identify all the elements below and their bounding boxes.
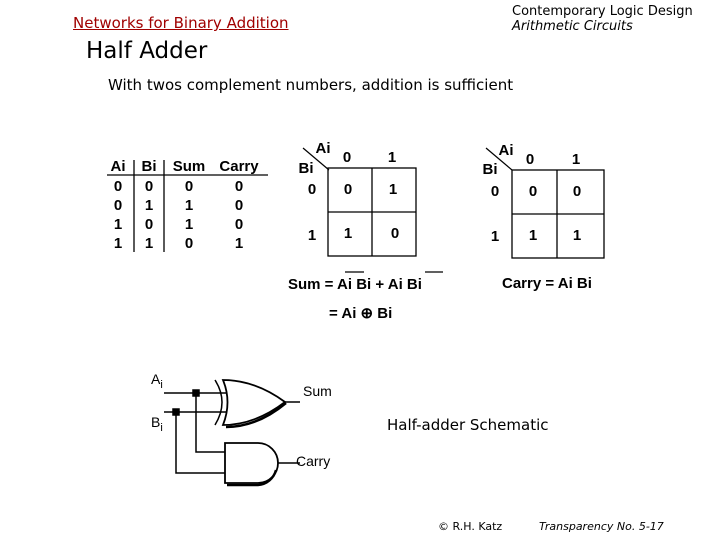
sum-equation-text xyxy=(288,276,422,293)
cell-bi: 0 xyxy=(144,178,154,195)
truth-table-header xyxy=(111,158,260,175)
kmap-carry-cell: 0 xyxy=(572,183,582,200)
cell-carry: 0 xyxy=(234,197,244,214)
cell-bi: 1 xyxy=(144,235,154,252)
cell-sum: 1 xyxy=(184,216,194,233)
and-gate xyxy=(225,443,278,483)
kmap-carry-row-var: Bi xyxy=(482,161,498,178)
table-row xyxy=(114,197,243,214)
input-b-subscript: i xyxy=(160,422,163,434)
kmap-sum-row-label: 1 xyxy=(307,227,317,244)
kmap-carry-col-label: 1 xyxy=(571,151,581,168)
input-b-letter: B xyxy=(151,414,161,430)
footer-copyright: © R.H. Katz xyxy=(438,520,503,533)
cell-sum: 1 xyxy=(184,197,194,214)
footer-transparency-number: Transparency No. 5-17 xyxy=(539,520,664,533)
cell-bi: 0 xyxy=(144,216,154,233)
header-section-title: Networks for Binary Addition xyxy=(73,14,289,32)
cell-ai: 1 xyxy=(113,216,123,233)
cell-bi: 1 xyxy=(144,197,154,214)
xor-gate xyxy=(223,380,285,425)
cell-ai: 0 xyxy=(113,178,123,195)
header-bi: Bi xyxy=(141,158,157,175)
kmap-sum-row-var: Bi xyxy=(298,160,314,177)
slide-title: Half Adder xyxy=(86,38,208,64)
wire-a-to-and xyxy=(196,393,225,452)
junction-b xyxy=(173,409,179,415)
input-a-label xyxy=(151,371,163,391)
header-carry: Carry xyxy=(219,158,259,175)
sum-eq-bi-complement: Bi xyxy=(406,276,422,293)
output-sum-label: Sum xyxy=(303,383,332,399)
sum-eq-prefix: Sum = xyxy=(288,276,338,293)
xor-symbol: ⊕ xyxy=(360,305,374,322)
sum-xor-prefix: = Ai xyxy=(329,305,361,322)
carry-equation: Carry = Ai Bi xyxy=(502,275,592,292)
truth-table xyxy=(107,158,268,252)
kmap-carry-row-label: 1 xyxy=(490,228,500,245)
header-sum: Sum xyxy=(172,158,206,175)
cell-carry: 0 xyxy=(234,178,244,195)
kmap-carry-cell: 1 xyxy=(528,227,538,244)
kmap-sum-col-label: 1 xyxy=(387,149,397,166)
kmap-sum-col-label: 0 xyxy=(342,149,352,166)
kmap-carry-row-label: 0 xyxy=(490,183,500,200)
xor-gate-back-curve xyxy=(215,380,222,425)
junction-a xyxy=(193,390,199,396)
cell-carry: 0 xyxy=(234,216,244,233)
kmap-sum-cell: 0 xyxy=(390,225,400,242)
sum-eq-ai-complement: Ai xyxy=(337,276,353,293)
kmap-sum-cell: 1 xyxy=(343,225,353,242)
schematic-caption: Half-adder Schematic xyxy=(387,416,549,434)
input-b-label xyxy=(151,414,163,434)
header-ai: Ai xyxy=(110,158,126,175)
half-adder-schematic xyxy=(151,371,332,485)
kmap-sum-col-var: Ai xyxy=(315,140,331,157)
kmap-carry xyxy=(483,142,605,258)
input-a-letter: A xyxy=(151,371,161,387)
table-row xyxy=(114,178,243,195)
kmap-sum-cell: 1 xyxy=(388,181,398,198)
table-row xyxy=(114,216,243,233)
kmap-sum xyxy=(299,140,417,256)
header-chapter-title: Arithmetic Circuits xyxy=(512,19,633,34)
sum-eq-term: Bi + Ai xyxy=(352,276,407,293)
kmap-carry-col-var: Ai xyxy=(498,142,514,159)
header-course-title: Contemporary Logic Design xyxy=(512,4,693,19)
sum-xor-equation xyxy=(329,305,392,322)
table-row xyxy=(114,235,243,252)
kmap-sum-row-label: 0 xyxy=(307,181,317,198)
sum-equation xyxy=(288,272,443,322)
kmap-carry-cell: 0 xyxy=(528,183,538,200)
kmap-carry-cell: 1 xyxy=(572,227,582,244)
cell-sum: 0 xyxy=(184,235,194,252)
cell-carry: 1 xyxy=(234,235,244,252)
kmap-carry-col-label: 0 xyxy=(525,151,535,168)
output-carry-label: Carry xyxy=(296,453,331,469)
slide-subtitle: With twos complement numbers, addition is sufficient xyxy=(108,76,514,94)
cell-ai: 0 xyxy=(113,197,123,214)
cell-sum: 0 xyxy=(184,178,194,195)
cell-ai: 1 xyxy=(113,235,123,252)
sum-xor-suffix: Bi xyxy=(373,305,393,322)
input-a-subscript: i xyxy=(160,379,163,391)
kmap-sum-cell: 0 xyxy=(343,181,353,198)
